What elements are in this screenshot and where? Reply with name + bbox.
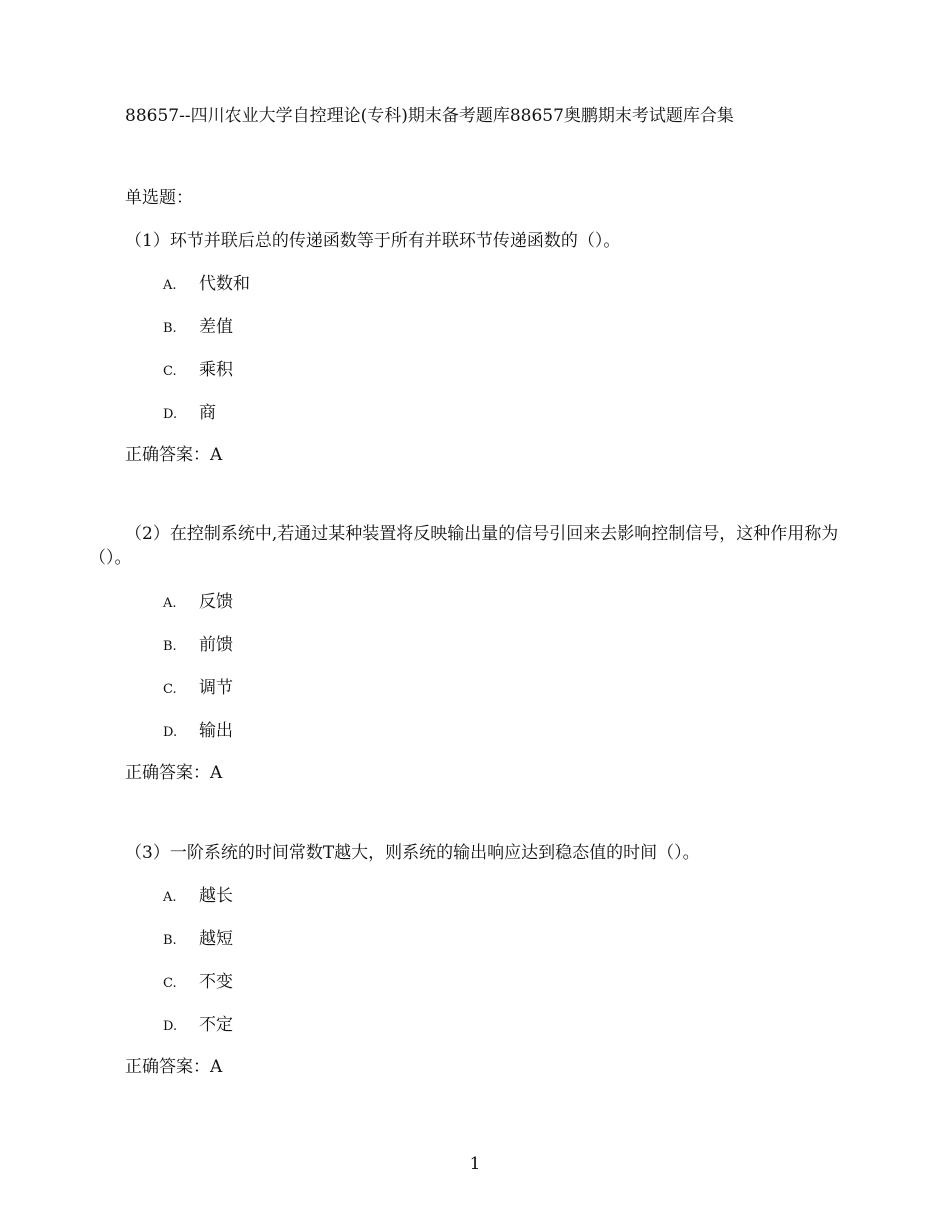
option-letter: B. — [163, 639, 177, 654]
option-text: 输出 — [199, 721, 233, 741]
section-label: 单选题： — [125, 188, 193, 208]
option-d — [163, 401, 216, 427]
option-a — [163, 272, 250, 298]
option-d — [163, 719, 233, 745]
option-letter: A. — [163, 596, 177, 611]
option-letter: D. — [163, 725, 178, 740]
option-b — [163, 927, 233, 953]
option-letter: D. — [163, 1019, 178, 1034]
option-text: 商 — [199, 403, 216, 423]
question-stem: （3）一阶系统的时间常数T越大，则系统的输出响应达到稳态值的时间（）。 — [125, 843, 700, 863]
option-letter: B. — [163, 321, 177, 336]
option-a — [163, 590, 233, 616]
option-text: 差值 — [199, 317, 233, 337]
option-letter: C. — [163, 364, 177, 379]
option-d — [163, 1013, 233, 1039]
option-text: 前馈 — [199, 635, 233, 655]
option-letter: C. — [163, 976, 177, 991]
question-stem: （2）在控制系统中,若通过某种装置将反映输出量的信号引回来去影响控制信号，这种作用称为（）。 — [89, 524, 839, 568]
option-b — [163, 633, 233, 659]
option-text: 乘积 — [199, 360, 233, 380]
option-text: 调节 — [199, 678, 233, 698]
document-title: 88657--四川农业大学自控理论(专科)期末备考题库88657奥鹏期末考试题库合集 — [125, 106, 734, 126]
option-text: 越短 — [199, 929, 233, 949]
option-letter: A. — [163, 890, 177, 905]
option-b — [163, 315, 233, 341]
option-text: 越长 — [199, 886, 233, 906]
option-letter: D. — [163, 407, 178, 422]
option-c — [163, 676, 233, 702]
page-number: 1 — [469, 1154, 481, 1174]
option-c — [163, 358, 233, 384]
question-stem: （1）环节并联后总的传递函数等于所有并联环节传递函数的（）。 — [125, 231, 621, 251]
correct-answer: 正确答案：A — [125, 763, 223, 783]
option-letter: A. — [163, 278, 177, 293]
option-letter: C. — [163, 682, 177, 697]
option-text: 不变 — [199, 972, 233, 992]
option-letter: B. — [163, 933, 177, 948]
option-text: 反馈 — [199, 592, 233, 612]
option-c — [163, 970, 233, 996]
option-text: 代数和 — [199, 274, 250, 294]
correct-answer: 正确答案：A — [125, 445, 223, 465]
option-a — [163, 884, 233, 910]
option-text: 不定 — [199, 1015, 233, 1035]
correct-answer: 正确答案：A — [125, 1057, 223, 1077]
